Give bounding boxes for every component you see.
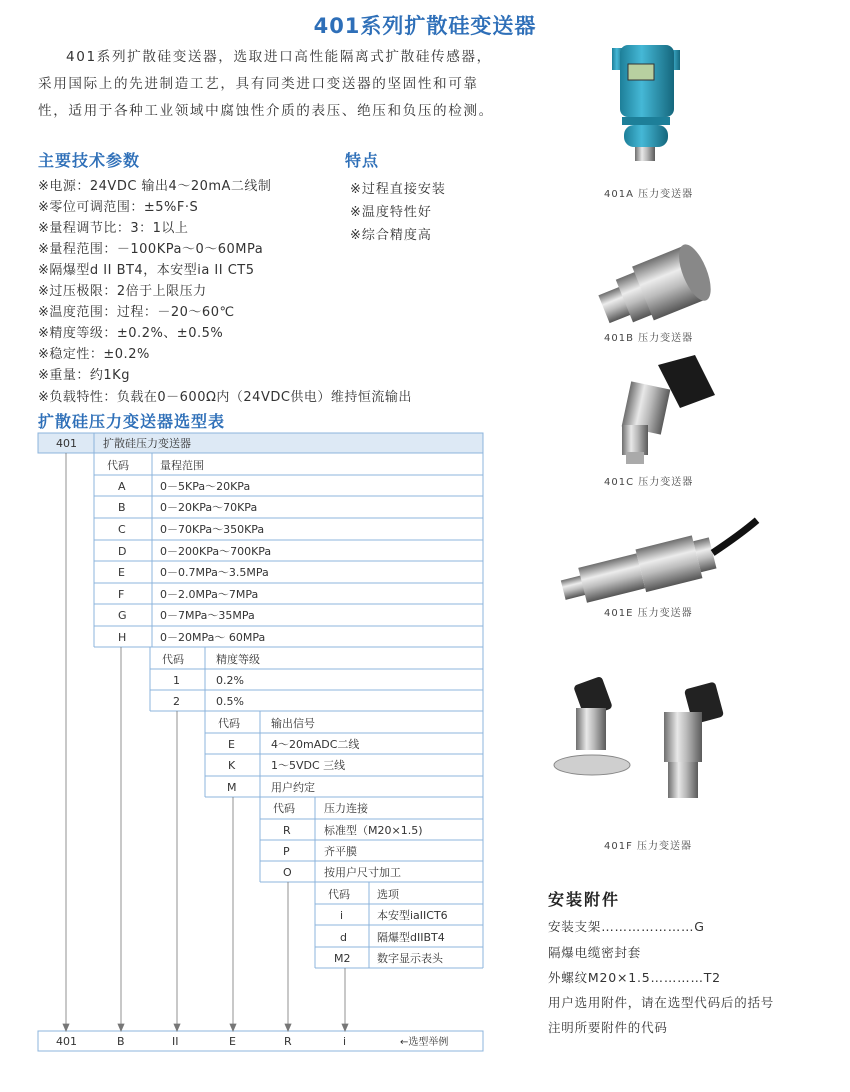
spec-item: ※稳定性：±0.2% [38, 347, 150, 362]
spec-item: ※量程调节比：3：1以上 [38, 221, 189, 236]
accuracy-value: 0.2% [216, 674, 244, 687]
connection-code: R [283, 824, 291, 837]
range-header: 量程范围 [160, 459, 204, 472]
range-code: G [118, 609, 127, 622]
connection-value: 按用户尺寸加工 [324, 866, 401, 879]
product-401c-caption: 401C 压力变送器 [604, 477, 694, 488]
feature-item: ※综合精度高 [350, 228, 432, 243]
intro-paragraph: 401系列扩散硅变送器，选取进口高性能隔离式扩散硅传感器，采用国际上的先进制造工艺，具有同类进口变送器的坚固性和可靠性，适用于各种工业领域中腐蚀性介质的表压、绝压和负压的检测。 [38, 49, 494, 119]
range-code: B [118, 501, 126, 514]
range-code: C [118, 523, 126, 536]
connection-value: 齐平膜 [324, 845, 357, 858]
model-code: 401 [56, 437, 77, 450]
output-value: 1～5VDC 三线 [271, 759, 346, 772]
example-cell: R [284, 1035, 292, 1048]
accessory-line: 隔爆电缆密封套 [548, 945, 642, 960]
accessory-line: 外螺纹M20×1.5…………T2 [548, 970, 721, 985]
accuracy-code: 2 [173, 695, 180, 708]
options-value: 本安型iaIICT6 [377, 909, 448, 922]
example-note: ←选型举例 [400, 1037, 449, 1048]
output-code-label: 代码 [218, 717, 240, 730]
options-code: d [340, 931, 347, 944]
spec-item: ※温度范围：过程：－20～60℃ [38, 305, 235, 320]
output-code: E [228, 738, 235, 751]
feature-item: ※过程直接安装 [350, 182, 446, 197]
spec-item: ※量程范围：－100KPa～0～60MPa [38, 242, 264, 257]
connection-code: O [283, 866, 292, 879]
product-images [540, 40, 840, 840]
example-cell: i [343, 1035, 347, 1048]
product-401b-caption: 401B 压力变送器 [604, 333, 694, 344]
range-value: 0－2.0MPa～7MPa [160, 588, 259, 601]
range-value: 0－5KPa～20KPa [160, 480, 251, 493]
page-title: 401系列扩散硅变送器 [313, 14, 537, 38]
spec-item: ※隔爆型d II BT4，本安型ia II CT5 [38, 263, 255, 278]
example-cell: 401 [56, 1035, 77, 1048]
spec-item: ※精度等级：±0.2%、±0.5% [38, 326, 224, 341]
accessory-line: 用户选用附件，请在选型代码后的括号 [548, 995, 775, 1010]
range-code: A [118, 480, 126, 493]
example-cell: E [229, 1035, 236, 1048]
example-cell: B [117, 1035, 125, 1048]
accuracy-code: 1 [173, 674, 180, 687]
output-value: 4～20mADC二线 [271, 738, 360, 751]
product-401b-image [593, 240, 717, 337]
product-401c-image [622, 355, 715, 464]
spec-item: ※零位可调范围：±5%F·S [38, 200, 199, 215]
options-value: 隔爆型dIIBT4 [377, 931, 445, 944]
options-code-label: 代码 [328, 888, 350, 901]
accuracy-value: 0.5% [216, 695, 244, 708]
spec-item: ※电源：24VDC 输出4～20mA二线制 [38, 179, 272, 194]
specs-heading: 主要技术参数 [38, 151, 141, 170]
range-code: E [118, 566, 125, 579]
product-401a-caption: 401A 压力变送器 [604, 189, 694, 200]
spec-item: ※重量：约1Kg [38, 368, 130, 383]
accuracy-header: 精度等级 [216, 653, 260, 666]
product-401e-caption: 401E 压力变送器 [604, 608, 693, 619]
product-401f-image [554, 676, 724, 798]
range-value: 0－0.7MPa～3.5MPa [160, 566, 269, 579]
product-401f-caption: 401F 压力变送器 [604, 841, 693, 852]
output-code: M [227, 781, 237, 794]
feature-item: ※温度特性好 [350, 205, 432, 220]
connection-header: 压力连接 [324, 802, 368, 815]
table-heading: 扩散硅压力变送器选型表 [38, 412, 226, 431]
connection-code-label: 代码 [273, 802, 295, 815]
range-value: 0－20KPa～70KPa [160, 501, 258, 514]
connection-value: 标准型（M20×1.5) [324, 824, 423, 837]
accessories-heading: 安装附件 [548, 890, 621, 909]
range-value: 0－20MPa～ 60MPa [160, 631, 266, 644]
range-code: F [118, 588, 125, 601]
model-name: 扩散硅压力变送器 [103, 437, 191, 450]
accessory-line: 安装支架…………………G [548, 919, 705, 934]
product-401a-image [612, 45, 680, 161]
range-code: H [118, 631, 127, 644]
connection-code: P [283, 845, 290, 858]
features-heading: 特点 [345, 151, 380, 170]
range-code: D [118, 545, 127, 558]
output-header: 输出信号 [271, 717, 315, 730]
range-code-label: 代码 [107, 459, 129, 472]
example-cell: II [172, 1035, 179, 1048]
product-401e-image [558, 519, 768, 611]
output-value: 用户约定 [271, 781, 315, 794]
output-code: K [228, 759, 236, 772]
options-header: 选项 [377, 888, 399, 901]
spec-item: ※过压极限：2倍于上限压力 [38, 284, 207, 299]
range-value: 0－70KPa～350KPa [160, 523, 265, 536]
range-value: 0－200KPa～700KPa [160, 545, 272, 558]
options-code: i [340, 909, 344, 922]
accuracy-code-label: 代码 [162, 653, 184, 666]
options-code: M2 [334, 952, 351, 965]
range-value: 0－7MPa～35MPa [160, 609, 255, 622]
accessory-line: 注明所要附件的代码 [548, 1020, 668, 1035]
options-value: 数字显示表头 [377, 952, 443, 965]
spec-item: ※负载特性：负载在0－600Ω内（24VDC供电）维持恒流输出 [38, 390, 412, 405]
